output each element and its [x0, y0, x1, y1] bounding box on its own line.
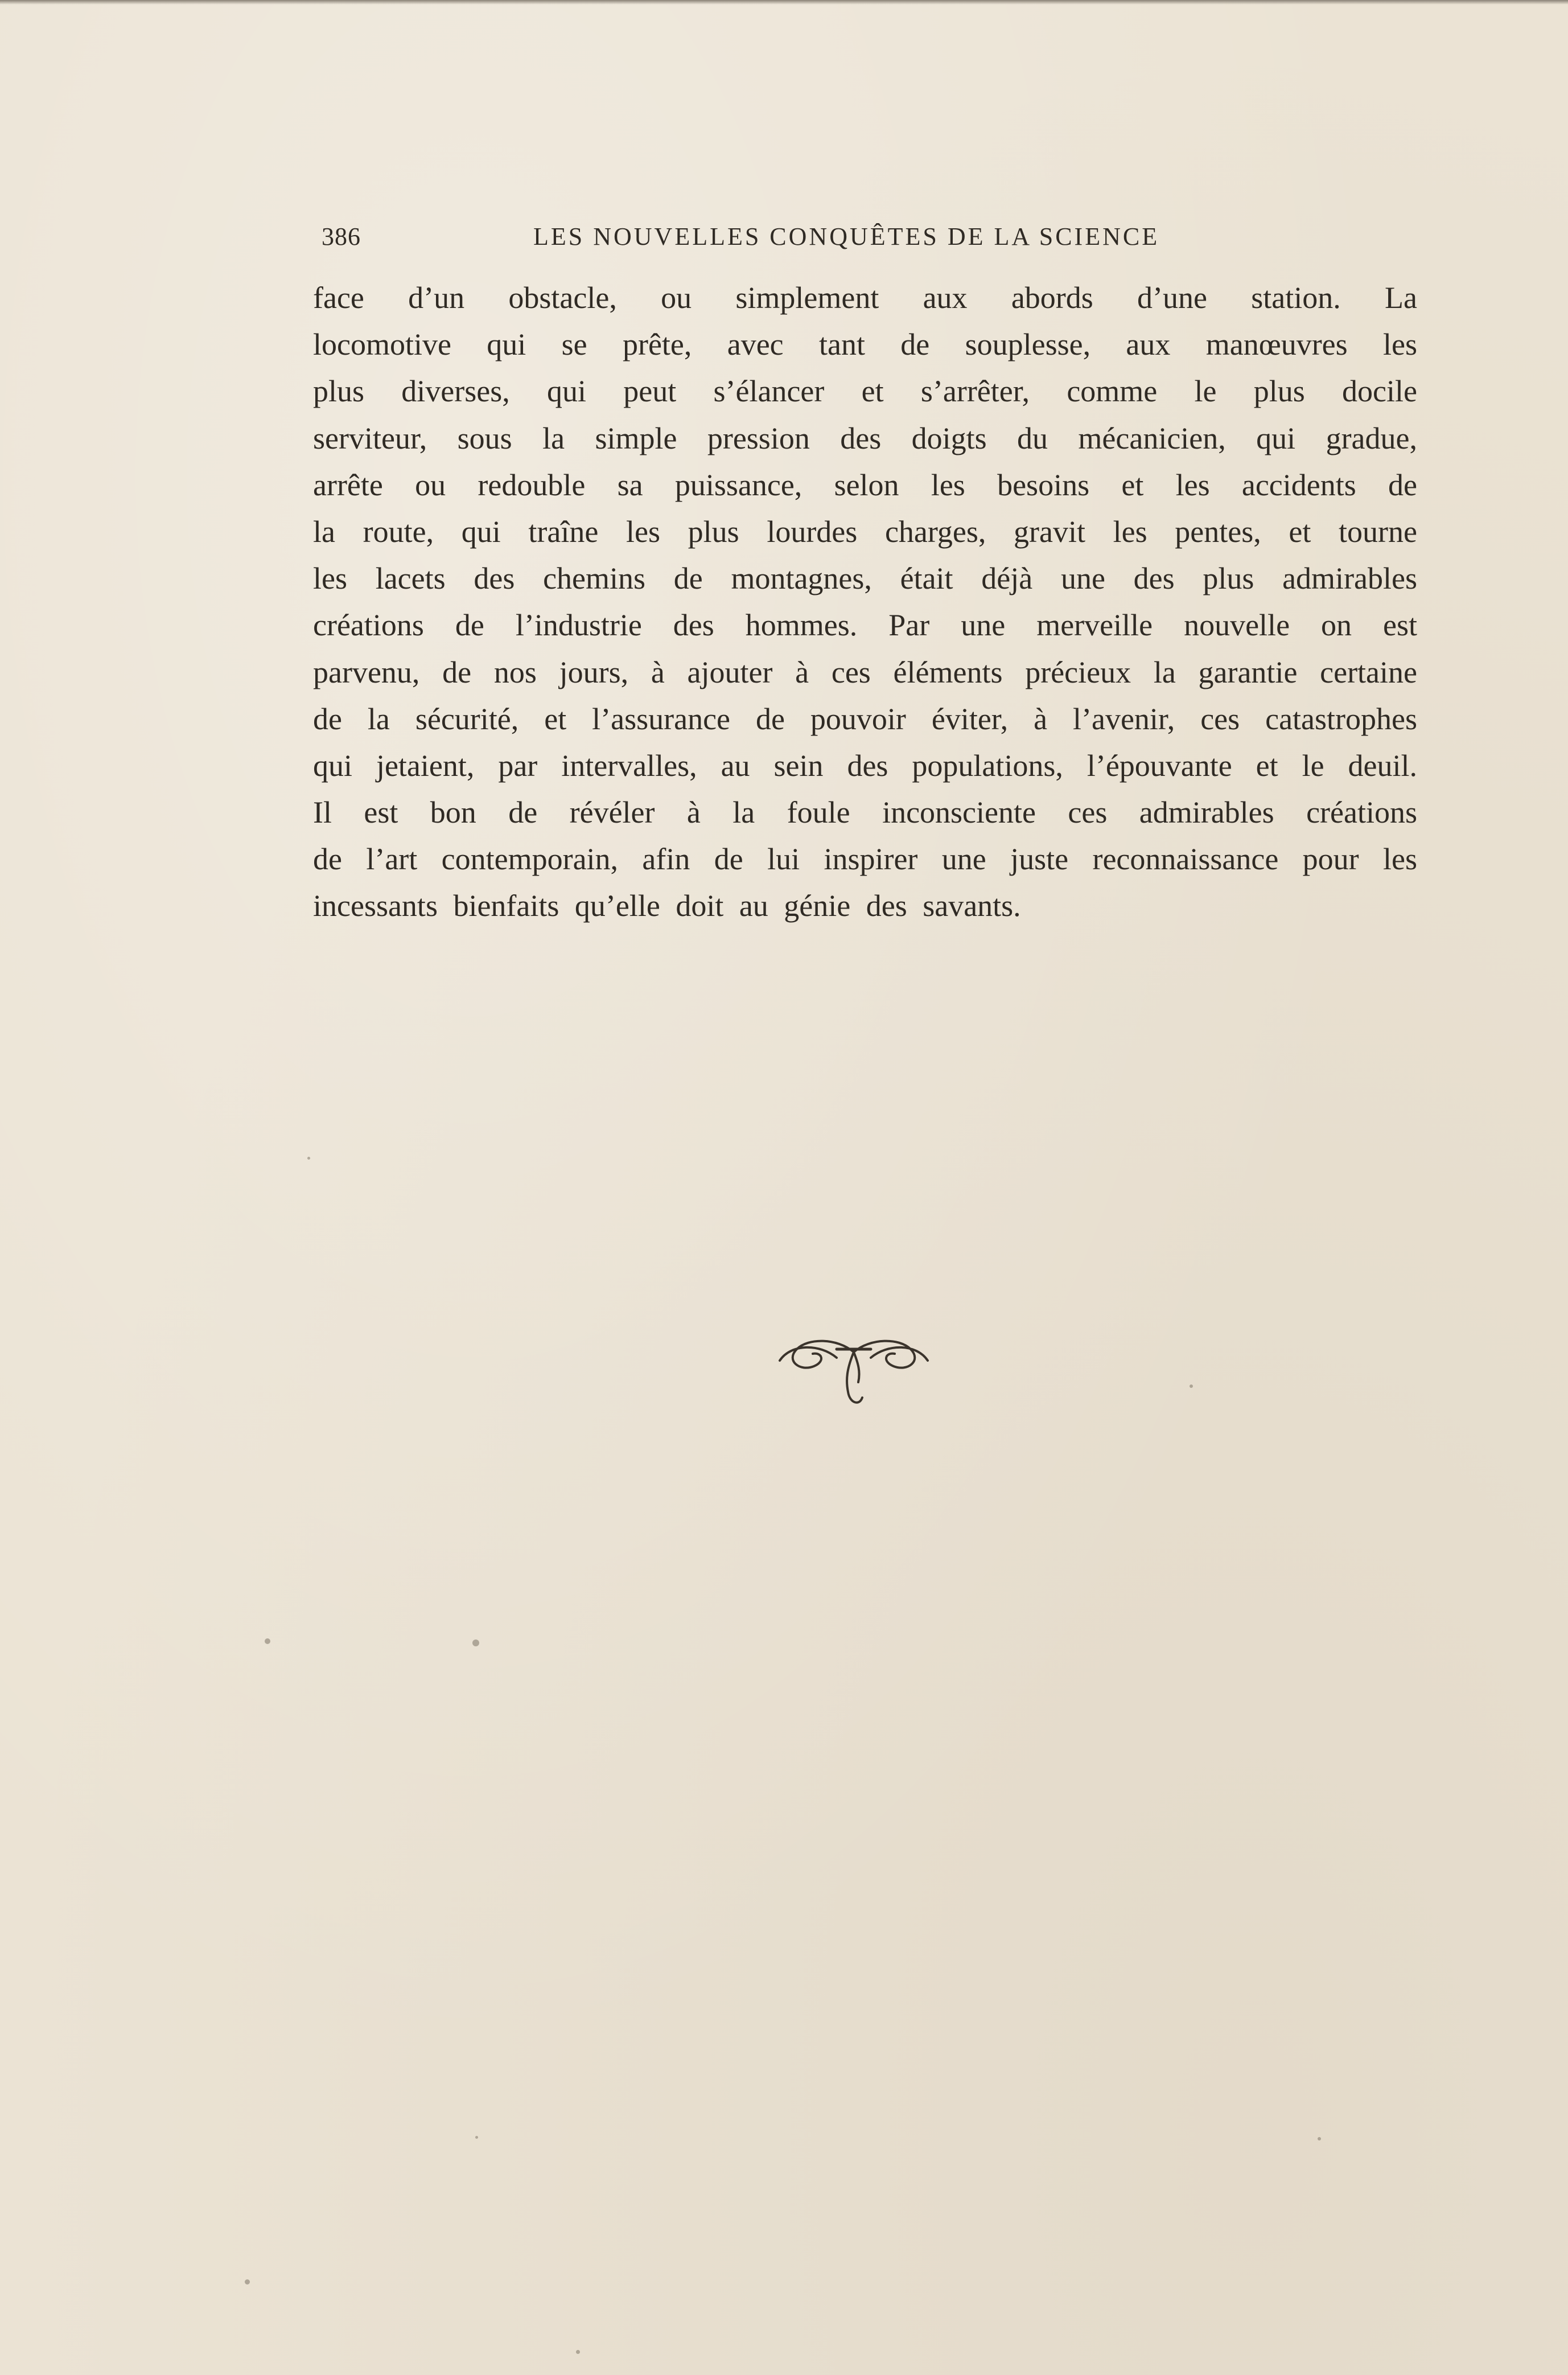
- paper-speck: [265, 1638, 270, 1644]
- text-line: locomotive qui se prête, avec tant de souplesse, aux manœuvres les: [313, 327, 1417, 362]
- text-line: arrête ou redouble sa puissance, selon les besoins et les accidents de: [313, 467, 1417, 502]
- body-paragraph: [313, 274, 1417, 930]
- text-line: créations de l’industrie des hommes. Par une merveille nouvelle on est: [313, 608, 1417, 643]
- paper-speck: [1318, 2137, 1321, 2140]
- running-title: LES NOUVELLES CONQUÊTES DE LA SCIENCE: [533, 223, 1160, 250]
- paper-speck: [472, 1640, 479, 1646]
- paper-speck: [1190, 1384, 1193, 1388]
- text-line: parvenu, de nos jours, à ajouter à ces éléments précieux la garantie certaine: [313, 655, 1417, 689]
- paper-speck: [307, 1157, 310, 1160]
- text-line: qui jetaient, par intervalles, au sein des populations, l’épouvante et le deuil.: [313, 748, 1417, 783]
- paper-speck: [475, 2136, 478, 2139]
- text-line: plus diverses, qui peut s’élancer et s’arrêter, comme le plus docile: [313, 374, 1417, 409]
- text-line: de la sécurité, et l’assurance de pouvoir éviter, à l’avenir, ces catastrophes: [313, 701, 1417, 736]
- text-line: les lacets des chemins de montagnes, était déjà une des plus admirables: [313, 561, 1417, 596]
- text-line: Il est bon de révéler à la foule inconsciente ces admirables créations: [313, 795, 1417, 830]
- text-line: de l’art contemporain, afin de lui inspirer une juste reconnaissance pour les: [313, 842, 1417, 877]
- text-line: serviteur, sous la simple pression des doigts du mécanicien, qui gradue,: [313, 421, 1417, 455]
- paper-speck: [245, 2279, 250, 2284]
- page-top-edge: [0, 0, 1568, 5]
- page-number: 386: [322, 223, 361, 250]
- text-line: face d’un obstacle, ou simplement aux abords d’une station. La: [313, 281, 1417, 315]
- tailpiece-flourish-icon: [768, 1326, 939, 1417]
- paper-speck: [576, 2350, 580, 2354]
- running-head: [322, 220, 1218, 254]
- text-line: la route, qui traîne les plus lourdes charges, gravit les pentes, et tourne: [313, 514, 1417, 549]
- text-line: incessants bienfaits qu’elle doit au génie des savants.: [313, 889, 1021, 923]
